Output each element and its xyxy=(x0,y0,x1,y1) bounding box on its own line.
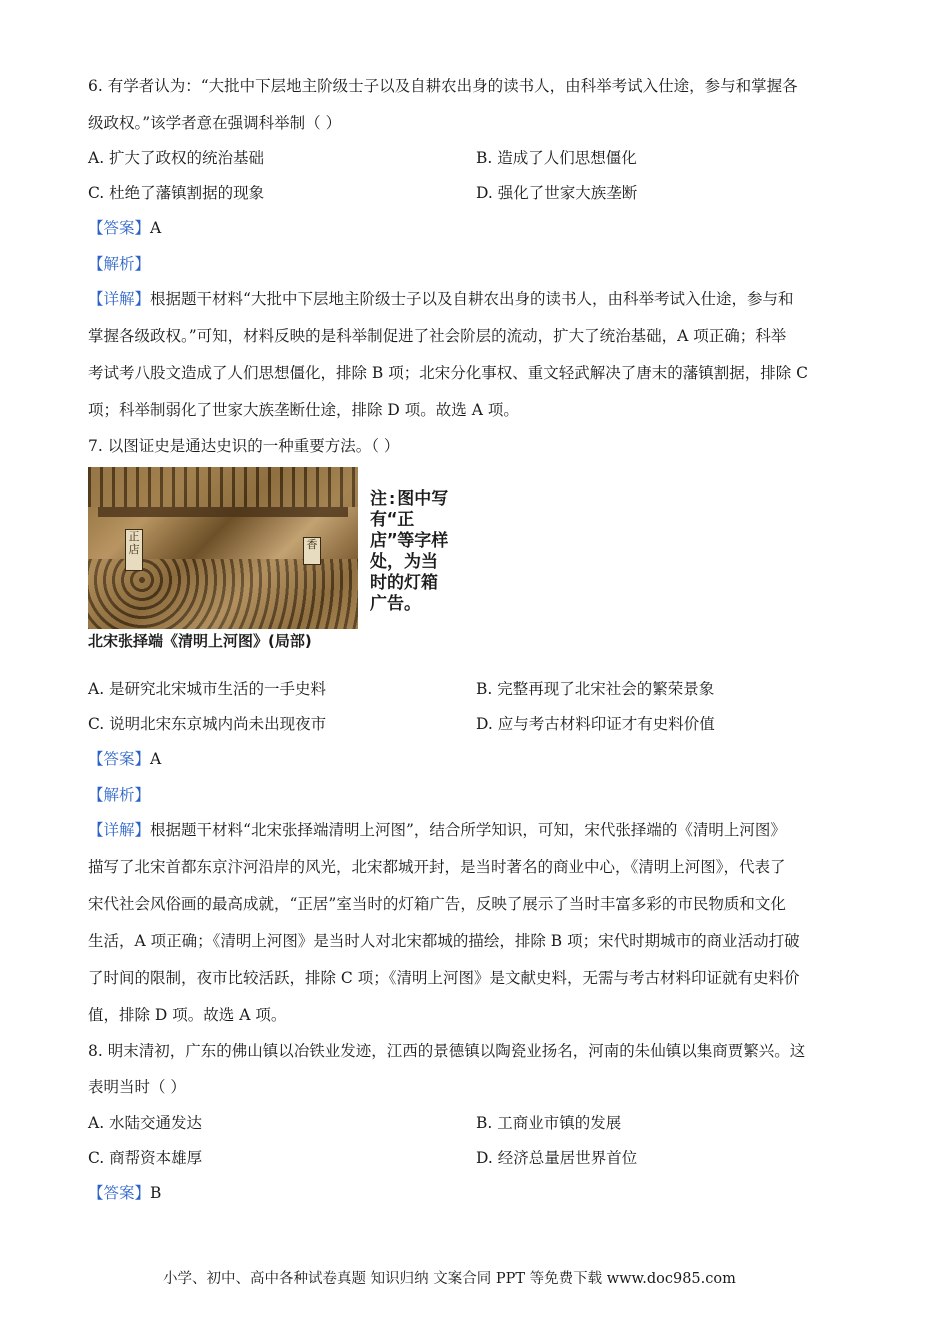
q7-detail-line5: 了时间的限制，夜市比较活跃，排除 C 项；《清明上河图》是文献史料，无需与考古材料印证就有史料价 xyxy=(88,969,800,987)
q8-stem-line1: 8. 明末清初，广东的佛山镇以冶铁业发迹，江西的景德镇以陶瓷业扬名，河南的朱仙镇以集商贾繁兴。这 xyxy=(88,1042,806,1060)
q8-answer-line xyxy=(88,1183,161,1203)
q6-detail-line1: 【详解】根据题干材料“大批中下层地主阶级士子以及自耕农出身的读书人，由科举考试入仕途，参与和 xyxy=(88,290,794,308)
q7-option-a: A. 是研究北宋城市生活的一手史料 xyxy=(88,680,327,698)
q7-detail-line2: 描写了北宋首都东京汴河沿岸的风光，北宋都城开封，是当时著名的商业中心，《清明上河图》，代表了 xyxy=(88,858,786,876)
lantern-sign-xiang: 香 xyxy=(303,537,321,565)
q7-option-c: C. 说明北宋东京城内尚未出现夜市 xyxy=(88,715,327,733)
painting-beam xyxy=(98,507,348,517)
q6-answer-line xyxy=(88,218,161,238)
figure-note: 注:图中写有“正店”等字样处，为当时的灯箱广告。 xyxy=(370,489,449,614)
q7-detail-line1: 【详解】根据题干材料“北宋张择端清明上河图”，结合所学知识，可知，宋代张择端的《清明上河图》 xyxy=(88,821,786,839)
q6-answer: A xyxy=(150,219,162,237)
answer-tag: 【答案】 xyxy=(88,219,151,237)
q6-stem-line2: 级政权。”该学者意在强调科举制（ ） xyxy=(88,114,342,132)
detail-tag: 【详解】 xyxy=(88,290,151,308)
q7-answer-line xyxy=(88,749,161,769)
lantern-sign-zhengdian: 正店 xyxy=(125,529,143,571)
q7-answer: A xyxy=(150,750,162,768)
page-footer: 小学、初中、高中各种试卷真题 知识归纳 文案合同 PPT 等免费下载 www.doc985.com xyxy=(163,1271,736,1287)
q6-stem-line1: 6. 有学者认为：“大批中下层地主阶级士子以及自耕农出身的读书人，由科举考试入仕途，参与和掌握各 xyxy=(88,77,798,95)
q6-analysis-tag: 【解析】 xyxy=(88,255,151,273)
answer-tag: 【答案】 xyxy=(88,750,151,768)
detail-tag: 【详解】 xyxy=(88,821,151,839)
q7-detail-line3: 宋代社会风俗画的最高成就，“正居”室当时的灯箱广告，反映了展示了当时丰富多彩的市民物质和文化 xyxy=(88,895,786,913)
q8-answer: B xyxy=(150,1184,162,1202)
q8-option-a: A. 水陆交通发达 xyxy=(88,1114,203,1132)
q6-detail-line4: 项；科举制弱化了世家大族垄断仕途，排除 D 项。故选 A 项。 xyxy=(88,401,519,419)
q6-option-c: C. 杜绝了藩镇割据的现象 xyxy=(88,184,265,202)
figure-caption: 北宋张择端《清明上河图》(局部) xyxy=(88,632,312,650)
q8-stem-line2: 表明当时（ ） xyxy=(88,1078,186,1096)
q7-detail-line4: 生活，A 项正确；《清明上河图》是当时人对北宋都城的描绘，排除 B 项；宋代时期城市的商业活动打破 xyxy=(88,932,800,950)
qingming-painting-figure xyxy=(88,467,358,657)
q7-option-d: D. 应与考古材料印证才有史料价值 xyxy=(476,715,715,733)
q8-option-b: B. 工商业市镇的发展 xyxy=(476,1114,622,1132)
painting-roof xyxy=(88,467,358,507)
q6-option-b: B. 造成了人们思想僵化 xyxy=(476,149,637,167)
q6-detail-line2: 掌握各级政权。”可知，材料反映的是科举制促进了社会阶层的流动，扩大了统治基础，A 项正确；科举 xyxy=(88,327,787,345)
q7-detail-line6: 值，排除 D 项。故选 A 项。 xyxy=(88,1006,287,1024)
q6-detail-line3: 考试考八股文造成了人们思想僵化，排除 B 项；北宋分化事权、重文轻武解决了唐末的藩镇割据，排除 C xyxy=(88,364,809,382)
q6-option-a: A. 扩大了政权的统治基础 xyxy=(88,149,265,167)
q7-stem-line1: 7. 以图证史是通达史识的一种重要方法。（ ） xyxy=(88,437,400,455)
q7-analysis-tag: 【解析】 xyxy=(88,786,151,804)
q8-option-d: D. 经济总量居世界首位 xyxy=(476,1149,638,1167)
painting-image xyxy=(88,467,358,629)
answer-tag: 【答案】 xyxy=(88,1184,151,1202)
q7-option-b: B. 完整再现了北宋社会的繁荣景象 xyxy=(476,680,715,698)
q6-option-d: D. 强化了世家大族垄断 xyxy=(476,184,638,202)
q8-option-c: C. 商帮资本雄厚 xyxy=(88,1149,203,1167)
